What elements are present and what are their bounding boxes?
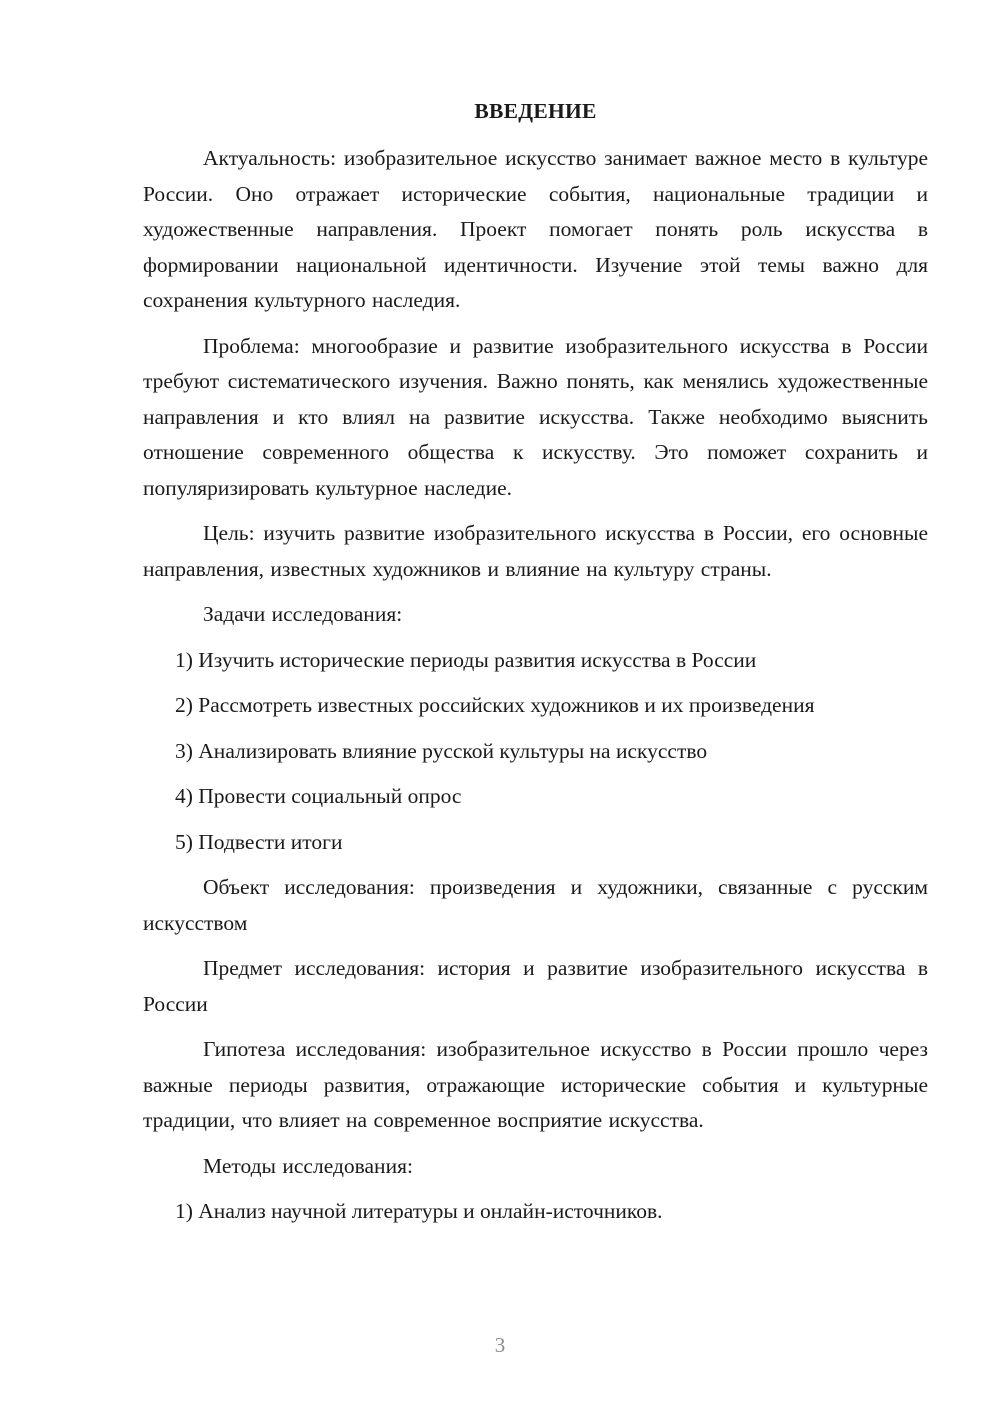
methods-title: Методы исследования:: [203, 1153, 413, 1178]
section-heading: ВВЕДЕНИЕ: [474, 99, 597, 123]
task-item: 2) Рассмотреть известных российских художников и их произведения: [175, 693, 815, 717]
subject-paragraph: Предмет исследования: история и развитие изобразительного искусства в России: [143, 956, 928, 1016]
hypothesis-paragraph: Гипотеза исследования: изобразительное искусство в России прошло через важные периоды развития, отражающие исторические события и культурные традиции, что влияет на современное восприятие искусства.: [143, 1037, 928, 1132]
goal-paragraph: Цель: изучить развитие изобразительного искусства в России, его основные направления, известных художников и влияние на культуру страны.: [143, 521, 928, 581]
object-paragraph: Объект исследования: произведения и художники, связанные с русским искусством: [143, 875, 928, 935]
task-item: 4) Провести социальный опрос: [175, 784, 462, 808]
document-page: [143, 95, 928, 1240]
task-item: 5) Подвести итоги: [175, 829, 343, 854]
tasks-title: Задачи исследования:: [203, 602, 403, 626]
task-item: 3) Анализировать влияние русской культуры на искусство: [175, 738, 708, 763]
methods-list: [143, 1194, 928, 1230]
task-item: 1) Изучить исторические периоды развития искусства в России: [175, 647, 757, 672]
relevance-paragraph: Актуальность: изобразительное искусство занимает важное место в культуре России. Оно отражает исторические события, национальные традиции и художественные направления. Проект помогает понять роль искусства в формировании национальной идентичности. Изучение этой темы важно для сохранения культурного наследия.: [143, 146, 928, 312]
page-number: 3: [494, 1333, 506, 1357]
problem-paragraph: Проблема: многообразие и развитие изобразительного искусства в России требуют систематического изучения. Важно понять, как менялись художественные направления и кто влиял на развитие искусства. Также необходимо выяснить отношение современного общества к искусству. Это поможет сохранить и популяризировать культурное наследие.: [143, 333, 928, 500]
method-item: 1) Анализ научной литературы и онлайн-источников.: [175, 1199, 663, 1223]
tasks-list: [143, 643, 928, 861]
